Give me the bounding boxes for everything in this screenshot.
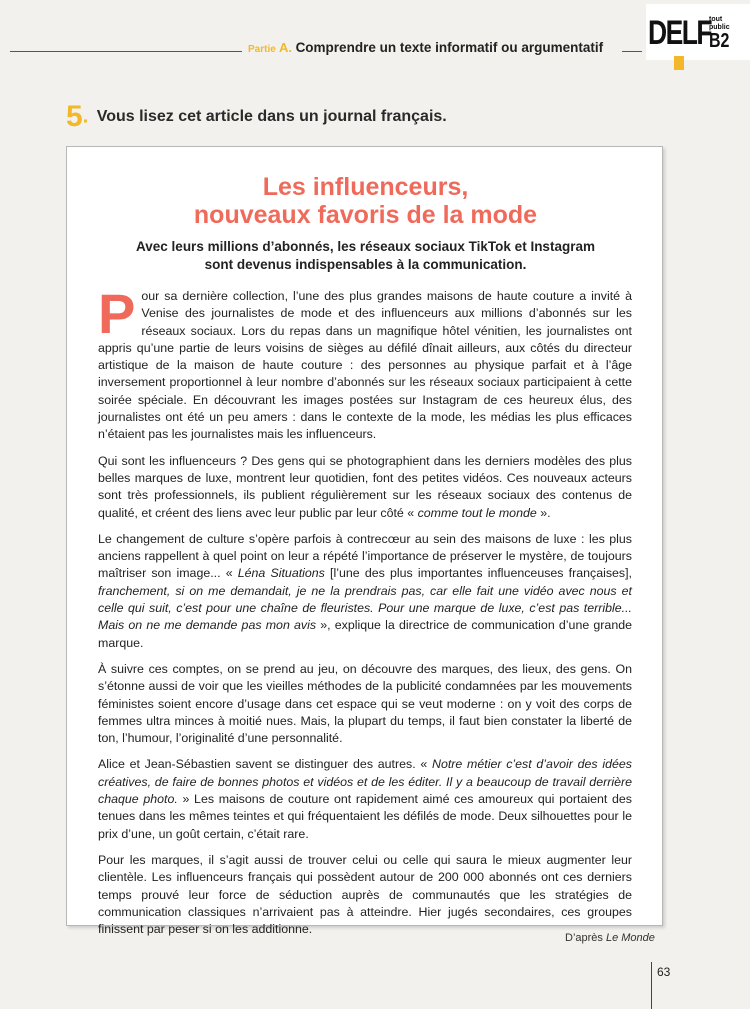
drop-cap: P: [98, 282, 136, 345]
section-part-letter: A.: [278, 40, 292, 55]
paragraph-3-mid: [l’une des plus importantes influenceuses françaises],: [324, 566, 633, 581]
paragraph-5-text: Alice et Jean-Sébastien savent se distinguer des autres. «: [98, 757, 432, 772]
article-source: [565, 932, 655, 944]
paragraph-2-italic: comme tout le monde: [417, 505, 537, 520]
delf-audience-line1: tout: [709, 16, 723, 23]
article-title: [67, 173, 664, 229]
paragraph-1: [98, 282, 632, 444]
article-subtitle-line2: sont devenus indispensables à la communication.: [204, 257, 527, 272]
source-prefix: D’après: [565, 932, 606, 944]
paragraph-4-text: À suivre ces comptes, on se prend au jeu, on découvre des marques, des lieux, des gens. On s’étonne aussi de voir que les vieilles méthodes de la publicité condamnées par les mouvements féministes soient encore d’usage dans cet espace qui se veut moderne : on y voit des corps de femmes ultra minces à moitié nues. Mais, la plupart du temps, il faut bien constater la liberté de ton, l’humour, l’originalité d’une personnalité.: [98, 661, 632, 746]
delf-audience-line2: public: [709, 24, 730, 31]
section-part-label: Partie: [248, 44, 276, 55]
paragraph-6: [98, 852, 632, 938]
header-rule-left: [10, 51, 242, 52]
exercise-instruction: Vous lisez cet article dans un journal français.: [96, 108, 447, 125]
article-box: [66, 146, 663, 937]
article-subtitle: [107, 238, 624, 274]
article-title-line2: nouveaux favoris de la mode: [193, 201, 538, 229]
exercise-number: 5: [66, 100, 83, 133]
article-body: [98, 282, 633, 947]
header-rule-right: [622, 51, 642, 52]
section-title: Comprendre un texte informatif ou argumentatif: [295, 40, 604, 55]
paragraph-2: [98, 453, 632, 522]
page-number: 63: [657, 965, 671, 979]
paragraph-5-italic: Notre métier c’est d’avoir des idées créatives, de faire de bonnes photos et vidéos et de les éditer. Il y a beaucoup de travail derrière chaque photo.: [98, 757, 632, 807]
section-header: [248, 40, 603, 55]
badge-accent-bar: [674, 56, 684, 70]
delf-badge: [646, 4, 750, 60]
paragraph-3-italic-name: Léna Situations: [237, 566, 325, 581]
paragraph-3-end: », explique la directrice de communication d’une grande marque.: [98, 618, 632, 650]
exercise-number-dot: .: [82, 105, 89, 128]
delf-level: B2: [709, 30, 730, 52]
source-name: Le Monde: [605, 932, 655, 944]
paragraph-1-text: our sa dernière collection, l’une des plus grandes maisons de haute couture a invité à Venise des journalistes de mode et des influenceurs aux millions d’abonnés sur les réseaux sociaux. Lors du repas dans un magnifique hôtel vénitien, les journalistes ont appris qu’une partie de leurs voisins de sièges au défilé dînait ailleurs, aux côtés du directeur artistique de la maison de haute couture : des personnes au physique parfait et à l’âge inversement proportionnel à leur nombre d’abonnés sur les réseaux sociaux participaient à cette soirée spéciale. En découvrant les images postées sur Instagram de ces heureux élus, des journalistes ont été un peu amers : dans le contexte de la mode, les médias les plus efficaces n’étaient pas les journalistes mais les influenceurs.: [98, 289, 632, 442]
delf-logo-text: DELF: [648, 14, 712, 52]
paragraph-3-text: Le changement de culture s’opère parfois à contrecœur au sein des maisons de luxe : les plus anciens rappellent à quel point on leur a répété l’importance de préserver le mystère, de toujours maîtriser son image... «: [98, 531, 632, 581]
paragraph-3-italic-quote: franchement, si on me demandait, je ne la prendrais pas, car elle fait une vidéo avec nous et celle qui suit, c’est pour une chaîne de fleuristes. Pour une marque de luxe, c’est pas terrible... Mais on ne me demande pas mon avis: [98, 583, 632, 633]
page-number-divider: [651, 962, 652, 1009]
article-subtitle-line1: Avec leurs millions d’abonnés, les réseaux sociaux TikTok et Instagram: [136, 239, 595, 254]
paragraph-5-end: » Les maisons de couture ont rapidement aimé ces amoureux qui portaient des tenues dans les mêmes teintes et qui fréquentaient les défilés de mode. Deux silhouettes pour le prix d’une, un goût certain, c’était rare.: [98, 792, 632, 841]
paragraph-3: [98, 531, 632, 652]
article-title-line1: Les influenceurs,: [262, 173, 469, 201]
exercise-heading: [66, 100, 447, 134]
paragraph-4: [98, 661, 632, 747]
paragraph-2-text: Qui sont les influenceurs ? Des gens qui se photographient dans les derniers modèles des plus belles marques de luxe, montrent leur quotidien, font des petites vidéos. Ces nouveaux acteurs sont très professionnels, ils publient régulièrement sur les réseaux sociaux des contenus de qualité, et créent des liens avec leur public par leur côté «: [98, 453, 632, 520]
paragraph-6-text: Pour les marques, il s’agit aussi de trouver celui ou celle qui saura le mieux augmenter leur clientèle. Les influenceurs français qui possèdent autour de 200 000 abonnés ont ces derniers temps prouvé leur force de séduction auprès de communautés que les stratégies de communication classiques n’arrivaient pas à atteindre. Hier jugés secondaires, ces groupes finissent par peser si on les additionne.: [98, 852, 632, 937]
paragraph-5: [98, 756, 632, 842]
paragraph-2-end: ».: [536, 505, 551, 520]
